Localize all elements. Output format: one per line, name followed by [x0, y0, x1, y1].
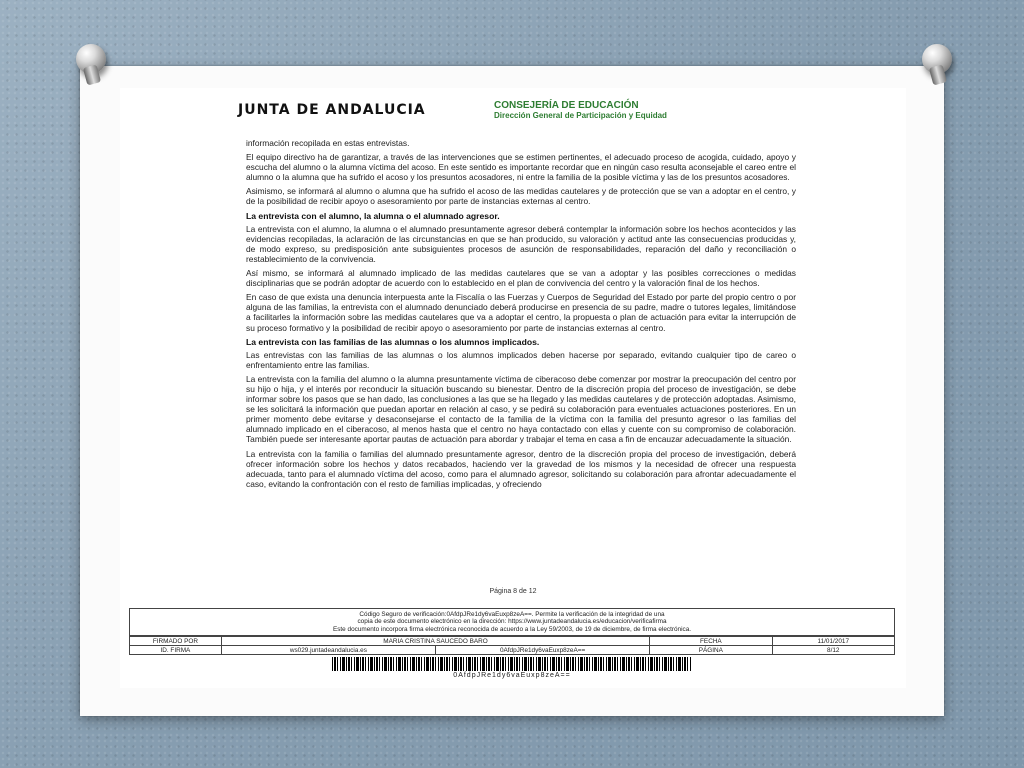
table-row — [130, 646, 895, 655]
paragraph: Así mismo, se informará al alumnado implicado de las medidas cautelares que se van a adoptar y las posibles correcciones o medidas disciplinarias que se podrán adoptar de acuerdo con lo establecido en el plan de convivencia del centro y la valoración final de los hechos. — [246, 268, 796, 289]
paragraph: Las entrevistas con las familias de las alumnas o los alumnos implicados deben hacerse por separado, evitando cualquier tipo de careo o enfrentamiento entre las familias. — [246, 349, 796, 370]
paragraph: La entrevista con el alumno, la alumna o el alumnado presuntamente agresor deberá contemplar la información sobre los hechos acontecidos y las evidencias recopiladas, la aclaración de las circunstancias en que se han producido, su valoración y actitud ante las consecuencias producidas y, de modo expreso, su predisposición ante subsiguientes procesos de asunción de responsabilidades, reparación del daño y reconciliación o restablecimiento de la convivencia. — [246, 223, 796, 264]
paragraph: La entrevista con la familia o familias del alumnado presuntamente agresor, dentro de la discreción propia del proceso de investigación, deberá ofrecer información sobre los hechos y datos recabados, haciendo ver la gravedad de los mismos y la necesidad de ofrecer una respuesta adecuada, tanto para el alumnado víctima del acoso, como para el alumnado agresor, solicitando su colaboración para afrontar adecuadamente el caso, evitando la confrontación con el resto de familias implicadas, y ofreciendo — [246, 448, 796, 489]
junta-logo-text: JUNTA DE ANDALUCIA — [238, 102, 426, 118]
paragraph: Asimismo, se informará al alumno o alumna que ha sufrido el acoso de las medidas cautelares y de protección que se van a adoptar en el centro, y de la posibilidad de recibir apoyo o asesoramiento por parte de instancias externas al centro. — [246, 186, 796, 207]
page-number: Página 8 de 12 — [489, 588, 537, 595]
table-cell: 8/12 — [772, 646, 894, 655]
pushpin-icon — [76, 44, 106, 74]
barcode-text: 0AfdpJRe1dy6vaEuxp8zeA== — [453, 672, 571, 680]
barcode-image — [332, 657, 692, 671]
document-body — [246, 138, 796, 493]
section-heading: La entrevista con el alumno, la alumna o el alumnado agresor. — [246, 210, 500, 221]
document-header — [238, 100, 758, 124]
table-cell: ws029.juntadeandalucia.es — [221, 646, 435, 655]
signature-table — [129, 636, 895, 655]
pushpin-icon — [922, 44, 952, 74]
direccion-subtitle: Dirección General de Participación y Equidad — [494, 111, 667, 120]
paragraph: El equipo directivo ha de garantizar, a través de las intervenciones que se estimen pertinentes, el adecuado proceso de acogida, cuidado, apoyo y escucha del alumno o la alumna víctima del acoso. En este sentido es importante recordar que en ningún caso resulta aconsejable el careo entre el alumno o la alumna que ha sufrido el acoso y los presuntos acosadores, ni entre la familia de la posible víctima y las de los presuntos acosadores. — [246, 152, 796, 183]
paragraph: En caso de que exista una denuncia interpuesta ante la Fiscalía o las Fuerzas y Cuerpos de Seguridad del Estado por parte del propio centro o por alguna de las familias, la entrevista con el alumnado denunciado deberá producirse en presencia de su padre, madre o tutores legales, limitándose a facilitarles la información sobre las medidas cautelares que va a adoptar el centro, la propuesta o plan de actuación para evitar la interrupción de su proceso formativo y la posibilidad de recibir apoyo o asesoramiento por parte de instancias externas al centro. — [246, 292, 796, 333]
paragraph: La entrevista con la familia del alumno o la alumna presuntamente víctima de ciberacoso debe comenzar por mostrar la preocupación del centro por su hijo o hija, y el interés por reconducir la situación buscando su bienestar. Dentro de la discreción propia del proceso de investigación, se debe informar sobre los pasos que se han dado, las conclusiones a las que se ha llegado y las medidas cautelares y de protección adoptadas. Asimismo, se les solicitará la información que puedan aportar en relación al caso, y se pedirá su colaboración para eventuales actuaciones posteriores. En un primer momento debe evitarse y desaconsejarse el contacto de la familia de la víctima con la familia del presunto agresor o las familias del alumnado implicado en el ciberacoso, al menos hasta que el centro no haya contactado con ellas y cuente con su compromiso de colaboración. También puede ser interesante aportar pautas de actuación para abordar y trabajar el tema en casa a fin de encauzar adecuadamente la situación. — [246, 373, 796, 445]
paragraph: información recopilada en estas entrevistas. — [246, 138, 410, 148]
table-cell: FECHA — [650, 637, 772, 646]
document-page — [120, 88, 906, 688]
section-heading: La entrevista con las familias de las alumnas o los alumnos implicados. — [246, 336, 540, 347]
signature-footer — [129, 608, 895, 680]
verification-line: Este documento incorpora firma electrónica reconocida de acuerdo a la Ley 59/2003, de 19 de diciembre, de firma electrónica. — [332, 625, 692, 633]
verification-line: Código Seguro de verificación:0AfdpJRe1dy6vaEuxp8zeA==. Permite la verificación de la integridad de una — [359, 611, 665, 618]
table-cell: 11/01/2017 — [772, 637, 894, 646]
table-cell: 0AfdpJRe1dy6vaEuxp8zeA== — [435, 646, 649, 655]
consejeria-title: CONSEJERÍA DE EDUCACIÓN — [494, 100, 639, 111]
table-cell: FIRMADO POR — [130, 637, 222, 646]
table-cell: MARIA CRISTINA SAUCEDO BARO — [221, 637, 649, 646]
table-cell: ID. FIRMA — [130, 646, 222, 655]
table-row — [130, 637, 895, 646]
table-cell: PÁGINA — [650, 646, 772, 655]
verification-line: copia de este documento electrónico en la dirección: https://www.juntadeandalucia.es/educacion/verificafirma — [357, 618, 667, 626]
verification-code-box — [129, 608, 895, 636]
